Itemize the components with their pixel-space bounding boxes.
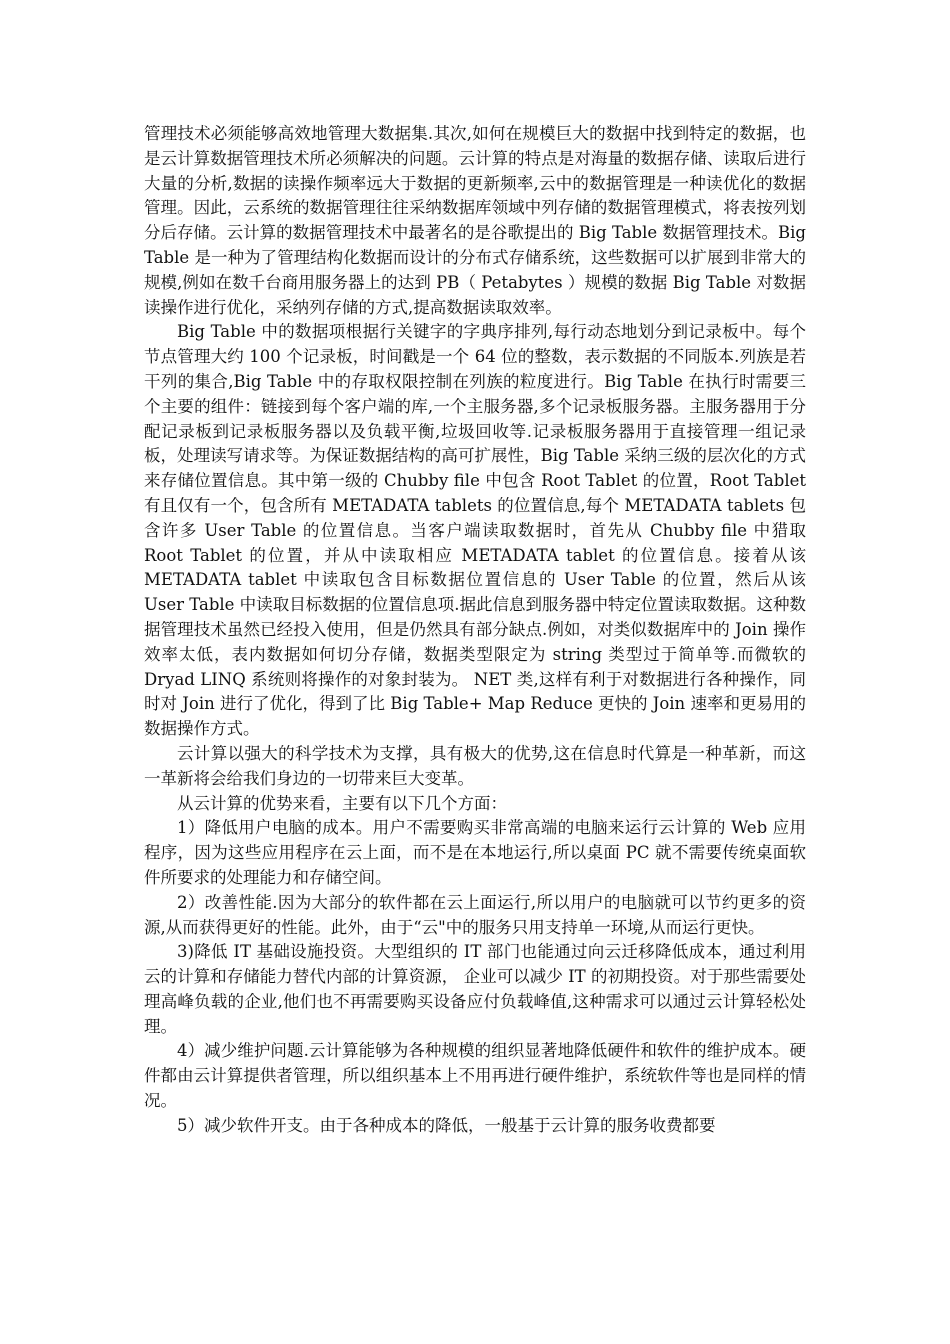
paragraph-3: 云计算以强大的科学技术为支撑，具有极大的优势,这在信息时代算是一种革新，而这一革新将会给我们身边的一切带来巨大变革。 (144, 743, 806, 788)
paragraph-4: 从云计算的优势来看，主要有以下几个方面： (177, 793, 507, 813)
paragraph-2: Big Table 中的数据项根据行关键字的字典序排列,每行动态地划分到记录板中。每个节点管理大约 100 个记录板，时间戳是一个 64 位的整数，表示数据的不同版本.列族是若干列的集合,Big Table 中的存取权限控制在列族的粒度进行。Big Table 在执行时需要三个主要的组件：链接到每个客户端的库,一个主服务器,多个记录板服务器。主服务器用于分配记录板到记录板服务器以及负载平衡,垃圾回收等.记录板服务器用于直接管理一组记录板，处理读写请求等。为保证数据结构的高可扩展性，Big Table 采纳三级的层次化的方式来存储位置信息。其中第一级的 Chubby file 中包含 Root Tablet 的位置，Root Tablet 有且仅有一个，包含所有 METADATA tablets 的位置信息,每个 METADATA tablets 包含许多 User Table 的位置信息。当客户端读取数据时，首先从 Chubby file 中猎取 Root Tablet 的位置，并从中读取相应 METADATA tablet 的位置信息。接着从该 METADATA tablet 中读取包含目标数据位置信息的 User Table 的位置，然后从该 User Table 中读取目标数据的位置信息项.据此信息到服务器中特定位置读取数据。这种数据管理技术虽然已经投入使用，但是仍然具有部分缺点.例如，对类似数据库中的 Join 操作效率太低，表内数据如何切分存储，数据类型限定为 string 类型过于简单等.而微软的 Dryad LINQ 系统则将操作的对象封装为。 NET 类,这样有利于对数据进行各种操作，同时对 Join 进行了优化，得到了比 Big Table+ Map Reduce 更快的 Join 速率和更易用的数据操作方式。 (144, 322, 806, 739)
paragraph-9: 5）减少软件开支。由于各种成本的降低，一般基于云计算的服务收费都要 (177, 1115, 716, 1135)
paragraph-6: 2）改善性能.因为大部分的软件都在云上面运行,所以用户的电脑就可以节约更多的资源,从而获得更好的性能。此外，由于“云"中的服务只用支持单一环境,从而运行更快。 (144, 892, 806, 937)
paragraph-8: 4）减少维护问题.云计算能够为各种规模的组织显著地降低硬件和软件的维护成本。硬件都由云计算提供者管理，所以组织基本上不用再进行硬件维护，系统软件等也是同样的情况。 (144, 1041, 806, 1111)
paragraph-5: 1）降低用户电脑的成本。用户不需要购买非常高端的电脑来运行云计算的 Web 应用程序，因为这些应用程序在云上面，而不是在本地运行,所以桌面 PC 就不需要传统桌面软件所要求的处理能力和存储空间。 (144, 818, 806, 887)
document-body (144, 122, 806, 1139)
paragraph-7: 3)降低 IT 基础设施投资。大型组织的 IT 部门也能通过向云迁移降低成本，通过利用云的计算和存储能力替代内部的计算资源， 企业可以减少 IT 的初期投资。对于那些需要处理高峰负载的企业,他们也不再需要购买设备应付负载峰值,这种需求可以通过云计算轻松处理。 (144, 942, 806, 1036)
paragraph-1: 管理技术必须能够高效地管理大数据集.其次,如何在规模巨大的数据中找到特定的数据，也是云计算数据管理技术所必须解决的问题。云计算的特点是对海量的数据存储、读取后进行大量的分析,数据的读操作频率远大于数据的更新频率,云中的数据管理是一种读优化的数据管理。因此，云系统的数据管理往往采纳数据库领域中列存储的数据管理模式，将表按列划分后存储。云计算的数据管理技术中最著名的是谷歌提出的 Big Table 数据管理技术。Big Table 是一种为了管理结构化数据而设计的分布式存储系统，这些数据可以扩展到非常大的规模,例如在数千台商用服务器上的达到 PB（ Petabytes ）规模的数据 Big Table 对数据读操作进行优化，采纳列存储的方式,提高数据读取效率。 (144, 124, 806, 317)
